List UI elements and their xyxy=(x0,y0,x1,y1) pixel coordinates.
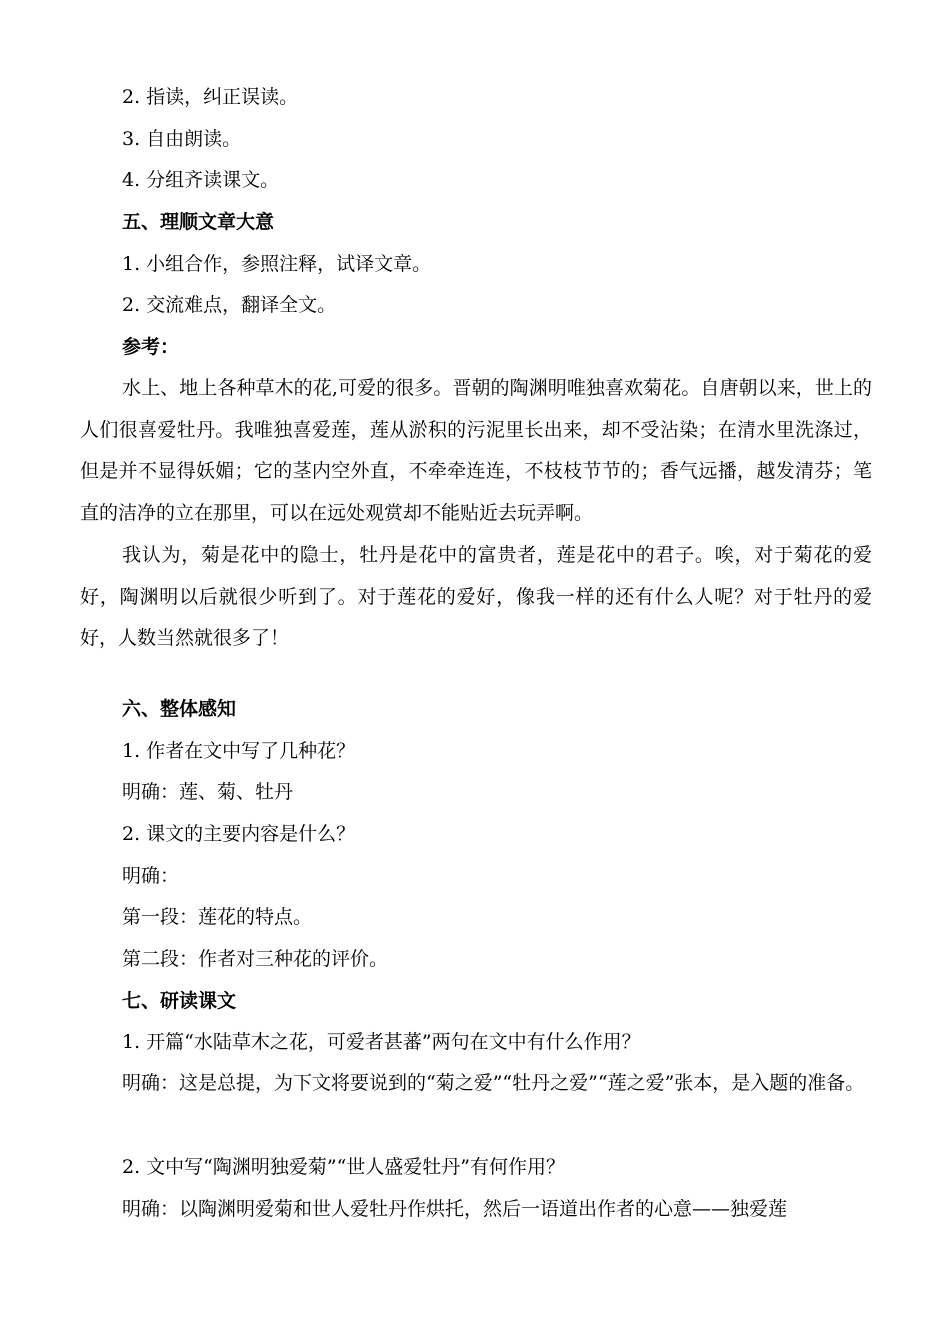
section-7-heading: 七、研读课文 xyxy=(122,990,237,1012)
section-6-heading: 六、整体感知 xyxy=(122,698,237,720)
section-7-answer-2: 明确：以陶渊明爱菊和世人爱牡丹作烘托，然后一语道出作者的心意——独爱莲 xyxy=(122,1198,788,1220)
section-7-answer-1: 明确：这是总提，为下文将要说到的“菊之爱”“牡丹之爱”“莲之爱”张本，是入题的准备。 xyxy=(122,1072,865,1094)
section-7-question-2: 2. 文中写“陶渊明独爱菊”“世人盛爱牡丹”有何作用？ xyxy=(122,1156,566,1178)
section-7-question-1: 1. 开篇“水陆草木之花，可爱者甚蕃”两句在文中有什么作用？ xyxy=(122,1031,641,1053)
reference-paragraph-1: 水上、地上各种草木的花,可爱的很多。晋朝的陶渊明唯独喜欢菊花。自唐朝以来，世上的人们很喜爱牡丹。我唯独喜爱莲，莲从淤积的污泥里长出来，却不受沾染；在清水里洗涤过，但是并不显得妖媚；它的茎内空外直，不牵牵连连，不枝枝节节的；香气远播，越发清芬；笔直的洁净的立在那里，可以在远处观赏却不能贴近去玩弄啊。 xyxy=(80,377,872,525)
section-6-answer-2-label: 明确： xyxy=(122,865,180,887)
section-6-paragraph-2-summary: 第二段：作者对三种花的评价。 xyxy=(122,948,389,970)
step-4-line: 4. 分组齐读课文。 xyxy=(122,169,280,191)
reference-paragraph-2: 我认为，菊是花中的隐士，牡丹是花中的富贵者，莲是花中的君子。唉，对于菊花的爱好，陶渊明以后就很少听到了。对于莲花的爱好，像我一样的还有什么人呢？对于牡丹的爱好，人数当然就很多了！ xyxy=(80,544,872,650)
reference-label: 参考： xyxy=(122,336,180,358)
section-5-item-2: 2. 交流难点，翻译全文。 xyxy=(122,294,337,316)
section-6-answer-1: 明确：莲、菊、牡丹 xyxy=(122,781,294,803)
step-2-line: 2. 指读，纠正误读。 xyxy=(122,86,299,108)
section-6-question-2: 2. 课文的主要内容是什么？ xyxy=(122,823,356,845)
section-5-heading: 五、理顺文章大意 xyxy=(122,211,275,233)
section-6-question-1: 1. 作者在文中写了几种花？ xyxy=(122,740,356,762)
section-6-paragraph-1-summary: 第一段：莲花的特点。 xyxy=(122,906,313,928)
step-3-line: 3. 自由朗读。 xyxy=(122,128,242,150)
section-5-item-1: 1. 小组合作，参照注释，试译文章。 xyxy=(122,253,432,275)
